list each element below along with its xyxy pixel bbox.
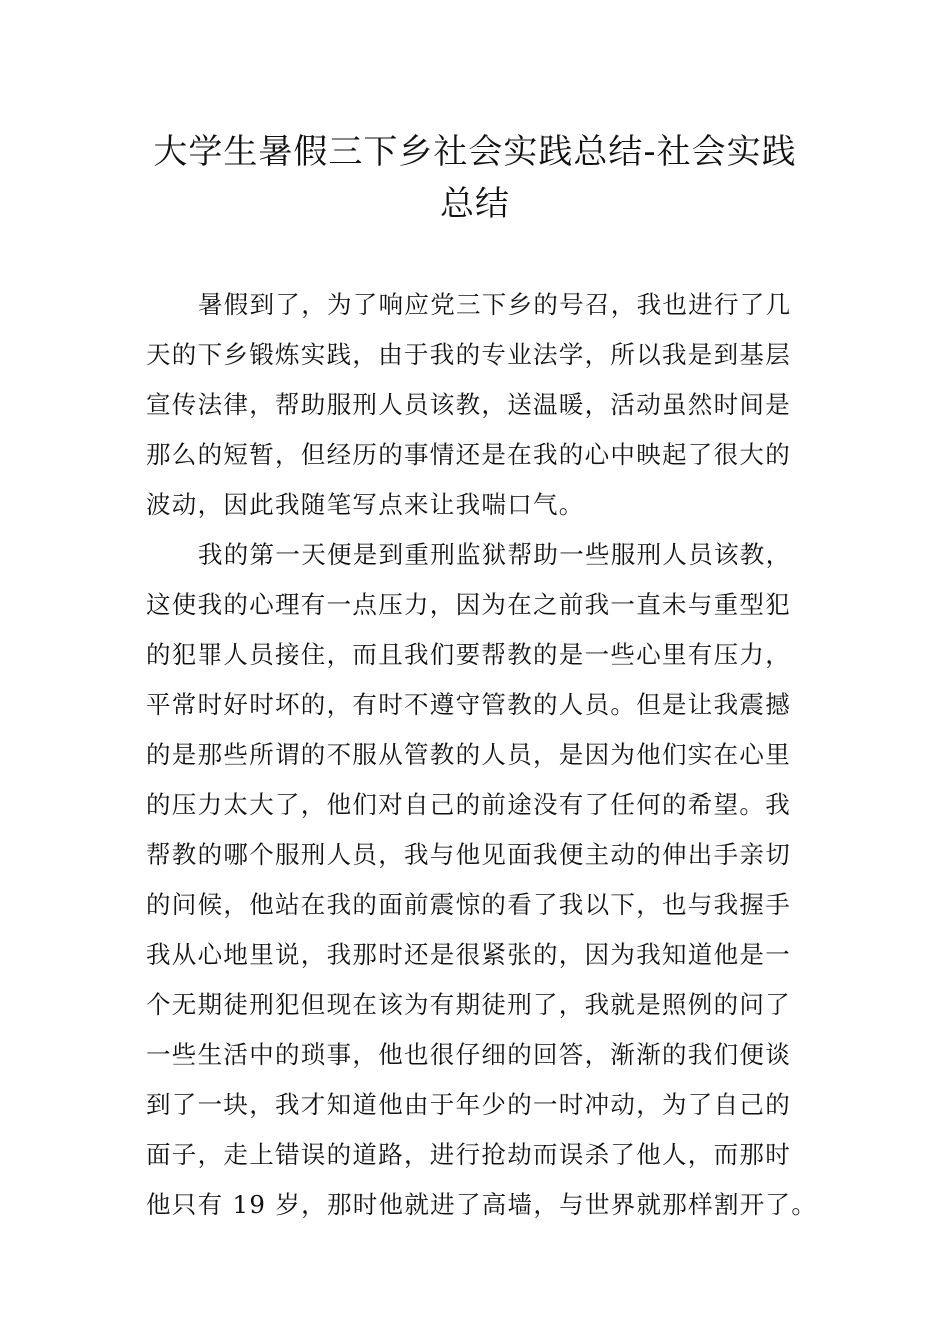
paragraph-1-line: 那么的短暂，但经历的事情还是在我的心中映起了很大的 <box>146 440 791 469</box>
paragraph-2-line: 的压力太大了，他们对自己的前途没有了任何的希望。我 <box>146 790 791 819</box>
title-line-1: 大学生暑假三下乡社会实践总结-社会实践 <box>153 132 797 172</box>
paragraph-2-line: 面子，走上错误的道路，进行抢劫而误杀了他人，而那时 <box>146 1140 791 1169</box>
paragraph-2-line: 我从心地里说，我那时还是很紧张的，因为我知道他是一 <box>146 940 791 969</box>
paragraph-2-line: 平常时好时坏的，有时不遵守管教的人员。但是让我震撼 <box>146 690 791 719</box>
paragraph-2-line: 一些生活中的琐事，他也很仔细的回答，渐渐的我们便谈 <box>146 1040 791 1069</box>
paragraph-2-line: 这使我的心理有一点压力，因为在之前我一直未与重型犯 <box>146 590 791 619</box>
paragraph-2-line: 到了一块，我才知道他由于年少的一时冲动，为了自己的 <box>146 1090 791 1119</box>
paragraph-1-line: 天的下乡锻炼实践，由于我的专业法学，所以我是到基层 <box>146 340 791 369</box>
paragraph-2-line: 他只有 19 岁，那时他就进了高墙，与世界就那样割开了。 <box>146 1190 818 1219</box>
title-line-2: 总结 <box>440 184 510 224</box>
paragraph-2-line: 帮教的哪个服刑人员，我与他见面我便主动的伸出手亲切 <box>146 840 791 869</box>
document-body <box>146 280 826 1230</box>
paragraph-1-line: 波动，因此我随笔写点来让我喘口气。 <box>146 490 585 519</box>
paragraph-2-line: 的问候，他站在我的面前震惊的看了我以下，也与我握手 <box>146 890 791 919</box>
paragraph-2-line: 的犯罪人员接住，而且我们要帮教的是一些心里有压力， <box>146 640 791 669</box>
paragraph-2-line: 个无期徒刑犯但现在该为有期徒刑了，我就是照例的问了 <box>146 990 791 1019</box>
paragraph-1-line: 宣传法律，帮助服刑人员该教，送温暖，活动虽然时间是 <box>146 390 791 419</box>
document-title <box>140 126 810 230</box>
paragraph-2-line: 我的第一天便是到重刑监狱帮助一些服刑人员该教， <box>198 540 792 569</box>
paragraph-2-line: 的是那些所谓的不服从管教的人员，是因为他们实在心里 <box>146 740 791 769</box>
paragraph-1-line: 暑假到了，为了响应党三下乡的号召，我也进行了几 <box>198 290 792 319</box>
